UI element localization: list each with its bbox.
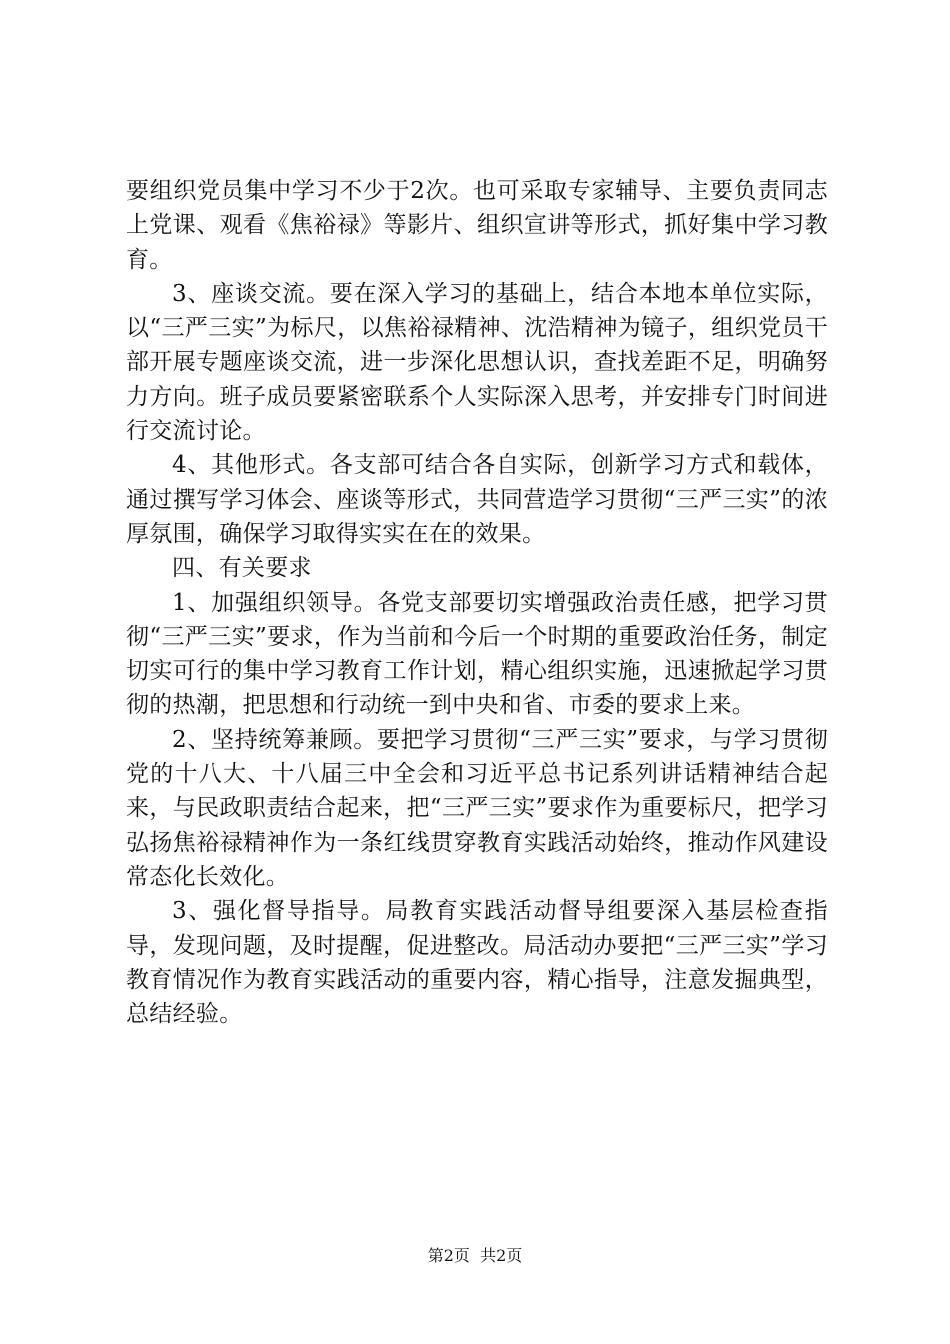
paragraph-item-4-other-forms: 4、其他形式。各支部可结合各自实际，创新学习方式和载体，通过撰写学习体会、座谈等形式，共同营造学习贯彻“三严三实”的浓厚氛围，确保学习取得实实在在的效果。 bbox=[126, 452, 828, 547]
paragraph-req-3-supervision: 3、强化督导指导。局教育实践活动督导组要深入基层检查指导，发现问题，及时提醒，促进整改。局活动办要把“三严三实”学习教育情况作为教育实践活动的重要内容，精心指导，注意发掘典型，总结经验。 bbox=[126, 898, 828, 1028]
paragraph-req-1-leadership: 1、加强组织领导。各党支部要切实增强政治责任感，把学习贯彻“三严三实”要求，作为当前和今后一个时期的重要政治任务，制定切实可行的集中学习教育工作计划，精心组织实施，迅速掀起学习贯彻的热潮，把思想和行动统一到中央和省、市委的要求上来。 bbox=[126, 589, 828, 719]
section-heading-requirements: 四、有关要求 bbox=[172, 555, 312, 582]
paragraph-req-2-coordination: 2、坚持统筹兼顾。要把学习贯彻“三严三实”要求，与学习贯彻党的十八大、十八届三中全会和习近平总书记系列讲话精神结合起来，与民政职责结合起来，把“三严三实”要求作为重要标尺，把学习弘扬焦裕禄精神作为一条红线贯穿教育实践活动始终，推动作风建设常态化长效化。 bbox=[126, 726, 828, 890]
page-number-label: 第2页 共2页 bbox=[427, 1246, 523, 1265]
body-text bbox=[126, 174, 828, 1031]
paragraph-continued: 要组织党员集中学习不少于2次。也可采取专家辅导、主要负责同志上党课、观看《焦裕禄》等影片、组织宣讲等形式，抓好集中学习教育。 bbox=[126, 178, 828, 273]
page-footer bbox=[0, 1246, 950, 1266]
paragraph-item-3-discussion: 3、座谈交流。要在深入学习的基础上，结合本地本单位实际，以“三严三实”为标尺，以焦裕禄精神、沈浩精神为镜子，组织党员干部开展专题座谈交流，进一步深化思想认识，查找差距不足，明确努力方向。班子成员要紧密联系个人实际深入思考，并安排专门时间进行交流讨论。 bbox=[126, 280, 828, 445]
